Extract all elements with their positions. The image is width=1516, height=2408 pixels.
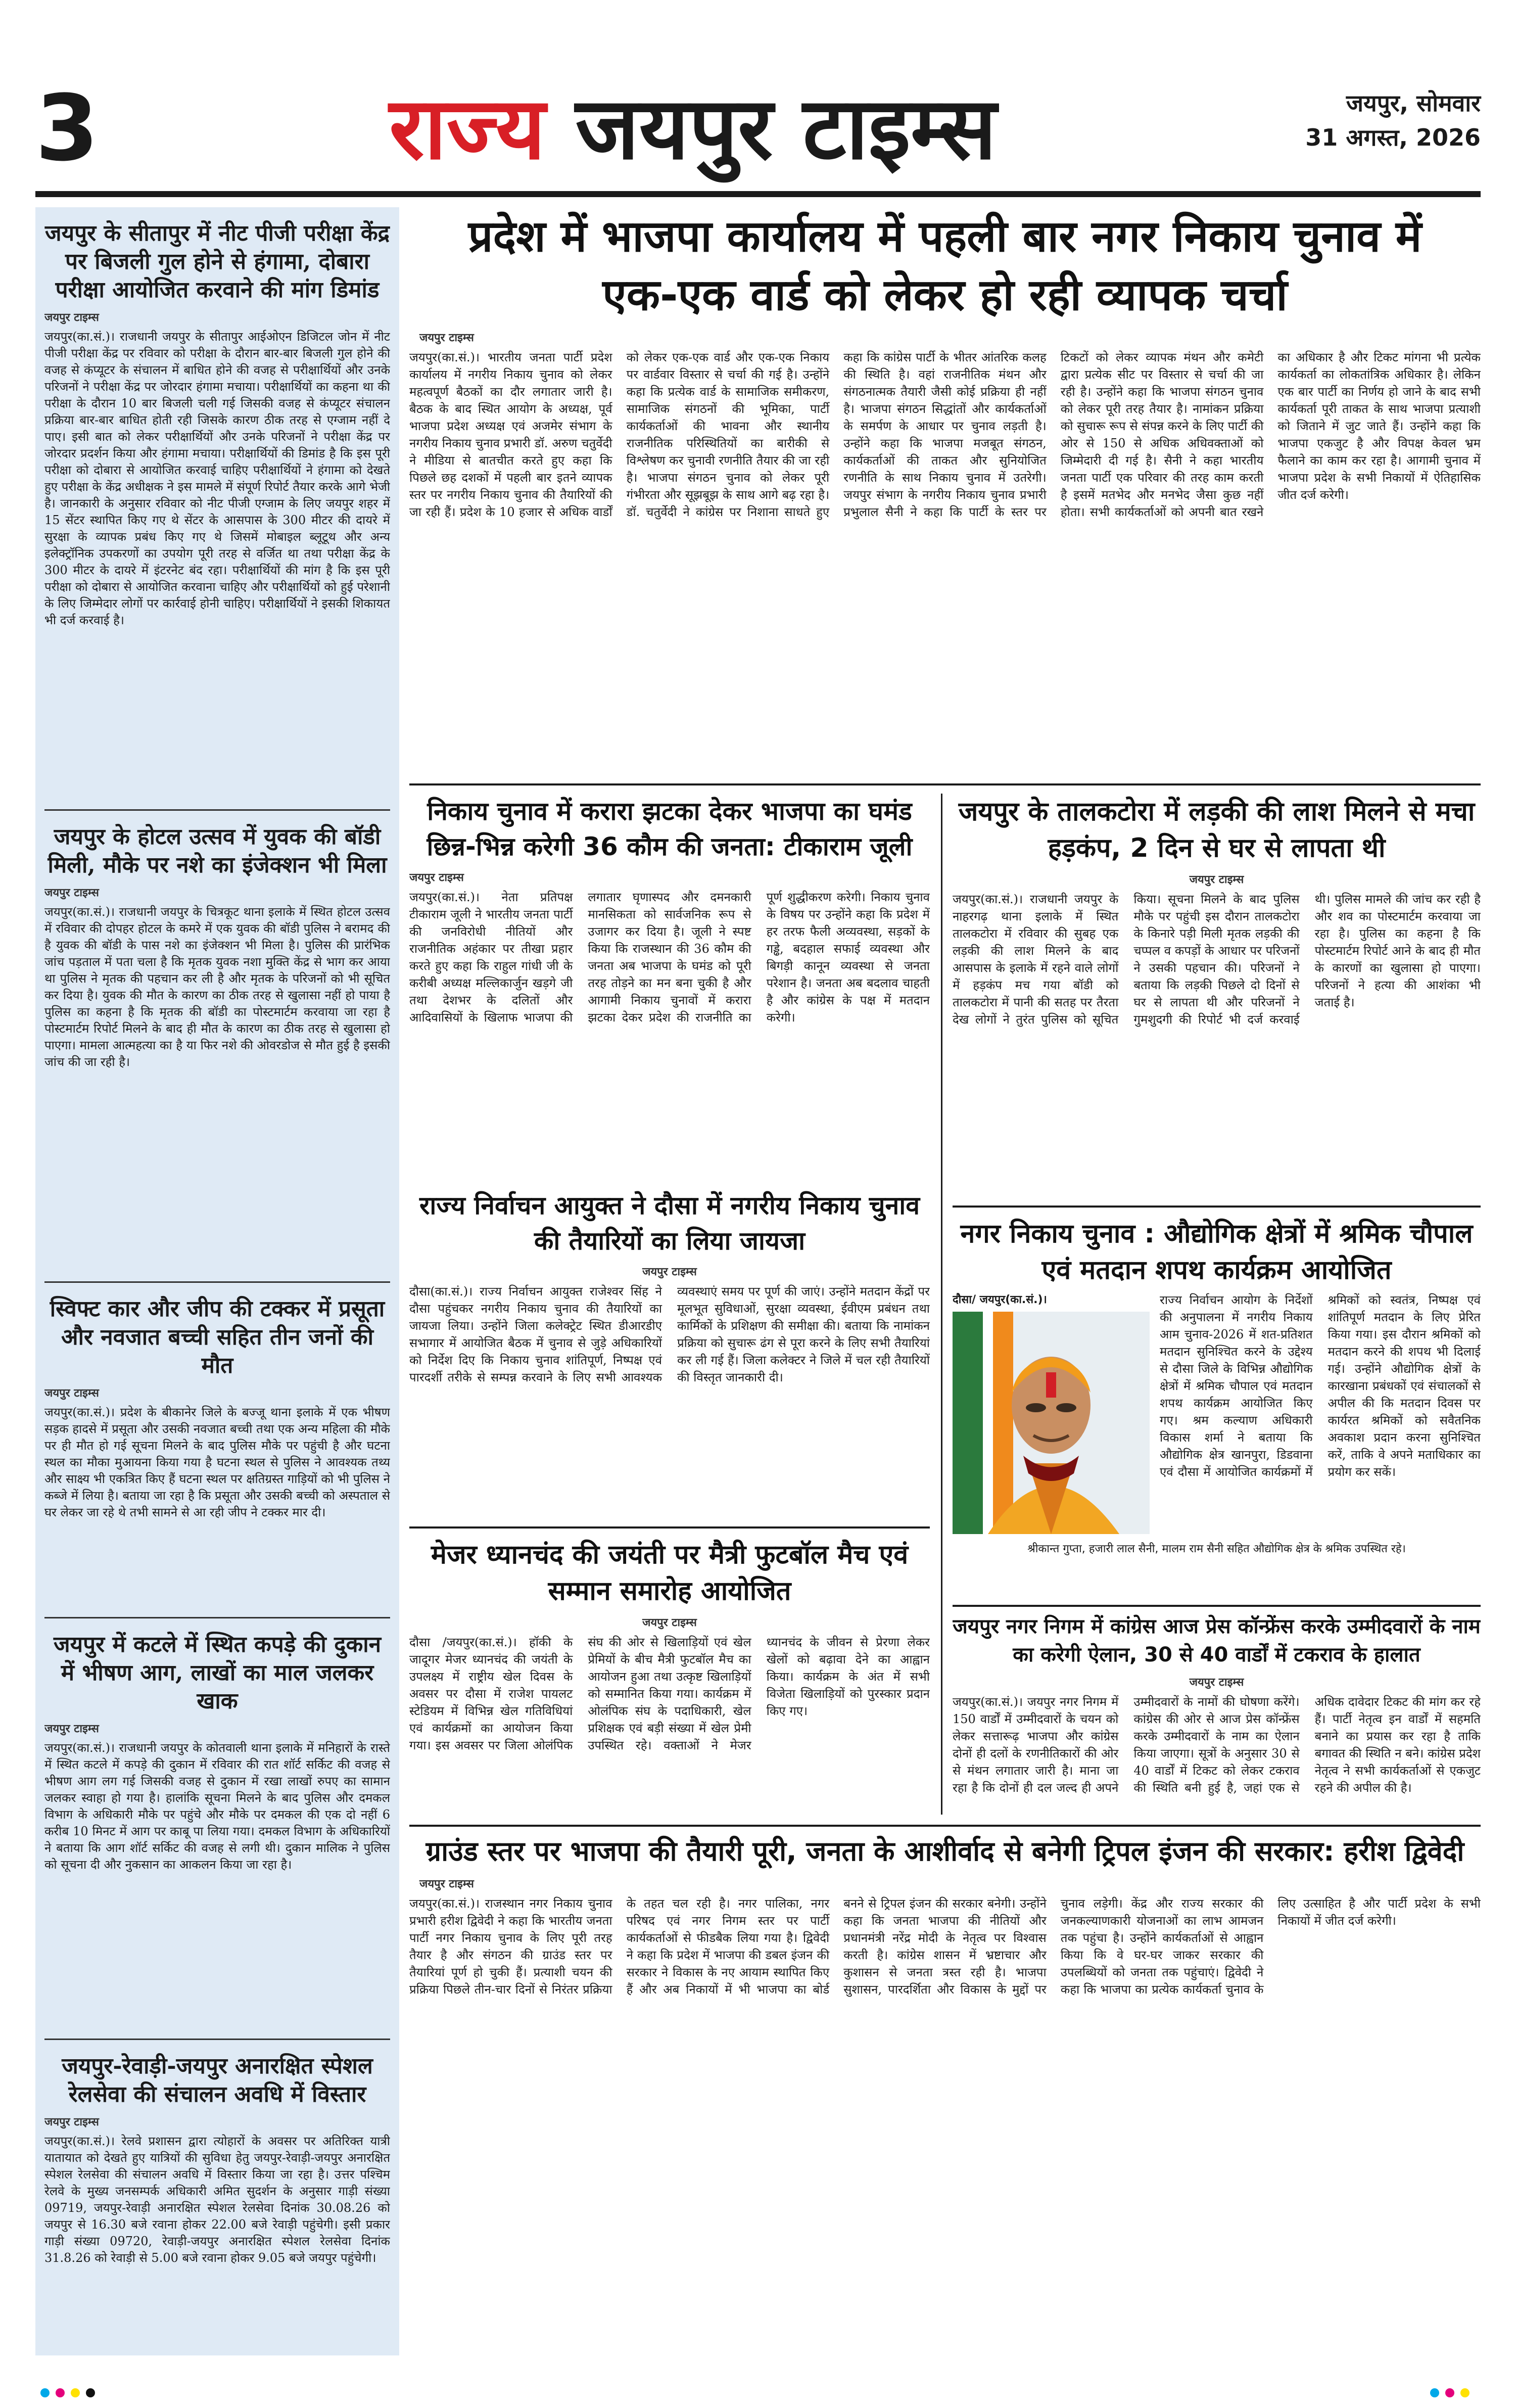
- page-number: 3: [35, 76, 99, 181]
- left-story-body: जयपुर(का.सं.)। प्रदेश के बीकानेर जिले के बज्जू थाना इलाके में एक भीषण सड़क हादसे में प्रसूता और उसकी नवजात बच्ची तथा एक अन्य महिला की मौके पर ही मौत हो गई सूचना मिलने के बाद पुलिस मौके पर पहुंची है और घटना स्थल का मौका मुआयना किया गया है घटना स्थल से पुलिस ने आवश्यक तथ्य और साक्ष्य भी एकत्रित किए हैं घटना स्थल पर क्षतिग्रस्त गाड़ियों को भी पुलिस ने कब्जे में लिया है। बताया जा रहा है कि प्रसूता और उसकी बच्ची को अस्पताल से घर लेकर जा रहे थे तभी सामने से आ रही जीप ने टक्कर मार दी।: [44, 1405, 390, 1519]
- left-story-body: जयपुर(का.सं.)। राजधानी जयपुर के सीतापुर आईओएन डिजिटल जोन में नीट पीजी परीक्षा केंद्र पर रविवार को परीक्षा के दौरान बार-बार बिजली गुल होने की वजह से कंप्यूटर के संचालन में बाधित होने की वजह से परीक्षार्थियों और उनके परिजनों ने परीक्षा केंद्र पर जोरदार हंगामा मचाया। परीक्षार्थियों का कहना था की परीक्षा के दौरान 10 बार बिजली चली गई जिसकी वजह से कंप्यूटर संचालन प्रक्रिया बार-बार बाधित होती रही जिसके कारण ठीक तरह से एग्जाम नहीं दे पाए। इसी बात को लेकर परीक्षार्थियों और उनके परिजनों ने परीक्षा केंद्र पर जोरदार प्रदर्शन किया और हंगामा मचाया। परीक्षार्थियों की डिमांड है कि इस पूरी परीक्षा को दोबारा से आयोजित करवाई चाहिए परीक्षार्थियों ने हंगामा को देखते हुए परीक्षा के केंद्र अधीक्षक ने इस मामले में संपूर्ण रिपोर्ट तैयार करके आगे भेजी है। जानकारी के अनुसार रविवार को नीट पीजी एग्जाम के लिए जयपुर शहर में 15 सेंटर स्थापित किए गए थे सेंटर के आसपास के 300 मीटर की दायरे में सुरक्षा के व्यापक प्रबंध किए गए थे जिसमें मोबाइल ब्लूटूथ और अन्य इलेक्ट्रॉनिक उपकरणों का उपयोग पूरी तरह से वर्जित था तथा परीक्षा केंद्र के 300 मीटर के दायरे में इंटरनेट बंद रहा। परीक्षार्थियों की मांग है कि इस पूरी परीक्षा को दोबारा से आयोजित करवाना चाहिए और परीक्षार्थियों को हुई परेशानी के लिए जिम्मेदार लोगों पर कार्रवाई होनी चाहिए। परीक्षार्थियों ने इसकी शिकायत भी दर्ज करवाई है।: [44, 330, 390, 627]
- story-ground-bjp: [409, 1832, 1481, 2348]
- logo-black-words: जयपुर टाइम्स: [575, 79, 997, 179]
- registration-mark: [40, 2388, 50, 2397]
- story-congress-jaipur: [953, 1612, 1481, 1820]
- column-divider: [941, 794, 942, 1815]
- story-byline: जयपुर टाइम्स: [1189, 873, 1244, 886]
- story-headline: ग्राउंड स्तर पर भाजपा की तैयारी पूरी, जनता के आशीर्वाद से बनेगी ट्रिपल इंजन की सरकार: हरीश द्विवेदी: [425, 1835, 1464, 1867]
- story-election-commissioner: [409, 1188, 930, 1532]
- story-headline: नगर निकाय चुनाव : औद्योगिक क्षेत्रों में श्रमिक चौपाल एवं मतदान शपथ कार्यक्रम आयोजित: [960, 1219, 1473, 1285]
- story-byline: जयपुर टाइम्स: [642, 1266, 697, 1278]
- portrait-illustration: [953, 1312, 1150, 1534]
- story-dhyanchand: [409, 1537, 930, 1820]
- story-body: जयपुर(का.सं.)। नेता प्रतिपक्ष टीकाराम जूली ने भारतीय जनता पार्टी की जनविरोधी नीतियों और राजनीतिक अहंकार पर तीखा प्रहार करते हुए कहा कि राहुल गांधी जी के करीबी अध्यक्ष मल्लिकार्जुन खड़गे जी तथा देशभर के दलितों और आदिवासियों के खिलाफ भाजपा की लगातार घृणास्पद और दमनकारी मानसिकता को सार्वजनिक रूप से उजागर कर दिया है। जूली ने स्पष्ट किया कि राजस्थान की 36 कौम की जनता अब भाजपा के घमंड को पूरी तरह तोड़ने का मन बना चुकी है और आगामी निकाय चुनावों में करारा झटका देकर प्रदेश की राजनीति का पूर्ण शुद्धीकरण करेगी। निकाय चुनाव के विषय पर उन्होंने कहा कि प्रदेश में हर तरफ फैली अव्यवस्था, सड़कों के गड्ढे, बदहाल सफाई व्यवस्था और बिगड़ी कानून व्यवस्था से जनता परेशान है। जनता अब बदलाव चाहती है और कांग्रेस के पक्ष में मतदान करेगी।: [409, 890, 930, 1025]
- section-divider: [409, 1825, 1481, 1827]
- left-story-body: जयपुर(का.सं.)। रेलवे प्रशासन द्वारा त्योहारों के अवसर पर अतिरिक्त यात्री यातायात को देखते हुए यात्रियों की सुविधा हेतु जयपुर-रेवाड़ी-जयपुर अनारक्षित स्पेशल रेलसेवा की संचालन अवधि में विस्तार किया जा रहा है। उत्तर पश्चिम रेलवे के मुख्य जनसम्पर्क अधिकारी अमित सुदर्शन के अनुसार गाड़ी संख्या 09719, जयपुर-रेवाड़ी अनारक्षित स्पेशल रेलसेवा दिनांक 30.08.26 को जयपुर से 16.30 बजे रवाना होकर 22.00 बजे रेवाड़ी पहुंचेगी। इसी प्रकार गाड़ी संख्या 09720, रेवाड़ी-जयपुर अनारक्षित स्पेशल रेलसेवा दिनांक 31.8.26 को रेवाड़ी से 5.00 बजे रवाना होकर 9.05 बजे जयपुर पहुंचेगी।: [44, 2134, 390, 2265]
- city-day: जयपुर, सोमवार: [1346, 89, 1481, 117]
- photo-caption: श्रीकान्त गुप्ता, हजारी लाल सैनी, मालम राम सैनी सहित औद्योगिक क्षेत्र के श्रमिक उपस्थित रहे।: [1027, 1543, 1406, 1555]
- lead-headline: प्रदेश में भाजपा कार्यालय में पहली बार नगर निकाय चुनाव में एक-एक वार्ड को लेकर हो रही व्यापक चर्चा: [468, 211, 1422, 320]
- registration-mark: [1445, 2388, 1454, 2397]
- story-byline: जयपुर टाइम्स: [642, 1616, 697, 1629]
- story-tikaram-jully: [409, 794, 930, 1178]
- story-body: दौसा /जयपुर(का.सं.)। हॉकी के जादूगर मेजर ध्यानचंद की जयंती के उपलक्ष्य में राष्ट्रीय खेल दिवस के अवसर पर दौसा में राजेश पायलट स्टेडियम में विभिन्न खेल गतिविधियां एवं कार्यक्रमों का आयोजन किया गया। इस अवसर पर जिला ओलंपिक संघ की ओर से खिलाड़ियों एवं खेल प्रेमियों के बीच मैत्री फुटबॉल मैच का आयोजन हुआ तथा उत्कृष्ट खिलाड़ियों को सम्मानित किया गया। कार्यक्रम में ओलंपिक संघ के पदाधिकारी, खेल प्रशिक्षक एवं बड़ी संख्या में खेल प्रेमी उपस्थित रहे। वक्ताओं ने मेजर ध्यानचंद के जीवन से प्रेरणा लेकर खेलों को बढ़ावा देने का आह्वान किया। कार्यक्रम के अंत में सभी विजेता खिलाड़ियों को पुरस्कार प्रदान किए गए।: [409, 1635, 930, 1752]
- story-shramik-chaupal: [953, 1216, 1481, 1600]
- left-story-byline: जयपुर टाइम्स: [44, 2116, 99, 2128]
- story-headline: राज्य निर्वाचन आयुक्त ने दौसा में नगरीय निकाय चुनाव की तैयारियों का लिया जायजा: [419, 1191, 920, 1256]
- left-story-hotel: [44, 818, 390, 1283]
- left-story-byline: जयपुर टाइम्स: [44, 887, 99, 899]
- section-divider: [953, 1605, 1481, 1607]
- story-body: जयपुर(का.सं.)। जयपुर नगर निगम में 150 वार्डों में उम्मीदवारों के चयन को लेकर सत्तारूढ़ भाजपा और कांग्रेस दोनों ही दलों के रणनीतिकारों की ओर से मंथन लगातार जारी है। माना जा रहा है कि दोनों ही दल जल्द ही अपने उम्मीदवारों के नामों की घोषणा करेंगे। कांग्रेस की ओर से आज प्रेस कॉन्फ्रेंस करके उम्मीदवारों के नाम का ऐलान किया जाएगा। सूत्रों के अनुसार 30 से 40 वार्डों में टिकट को लेकर टकराव की स्थिति बनी हुई है, जहां एक से अधिक दावेदार टिकट की मांग कर रहे हैं। पार्टी नेतृत्व इन वार्डों में सहमति बनाने का प्रयास कर रहा है ताकि बगावत की स्थिति न बने। कांग्रेस प्रदेश नेतृत्व ने सभी कार्यकर्ताओं से एकजुट रहने की अपील की है।: [953, 1695, 1481, 1795]
- registration-mark: [86, 2388, 95, 2397]
- lead-story: [409, 207, 1481, 778]
- registration-mark: [56, 2388, 65, 2397]
- story-byline: जयपुर टाइम्स: [1189, 1676, 1244, 1689]
- issue-date: 31 अगस्त, 2026: [1305, 124, 1481, 151]
- story-headline: निकाय चुनाव में करारा झटका देकर भाजपा का घमंड छिन्न-भिन्न करेगी 36 कौम की जनता: टीकाराम जूली: [427, 797, 913, 861]
- logo-red-word: राज्य: [389, 79, 546, 179]
- dateline: [1305, 86, 1481, 155]
- story-body: जयपुर(का.सं.)। राजस्थान नगर निकाय चुनाव प्रभारी हरीश द्विवेदी ने कहा कि भारतीय जनता पार्टी नगर निकाय चुनाव के लिए पूरी तरह तैयार है और संगठन की ग्राउंड स्तर पर तैयारियां पूर्ण हो चुकी हैं। प्रत्याशी चयन की प्रक्रिया पिछले तीन-चार दिनों से निरंतर प्रक्रिया के तहत चल रही है। नगर पालिका, नगर परिषद एवं नगर निगम स्तर पर पार्टी कार्यकर्ताओं से फीडबैक लिया गया है। द्विवेदी ने कहा कि प्रदेश में भाजपा की डबल इंजन की सरकार ने विकास के नए आयाम स्थापित किए हैं और अब निकायों में भी भाजपा का बोर्ड बनने से ट्रिपल इंजन की सरकार बनेगी। उन्होंने कहा कि जनता भाजपा की नीतियों और प्रधानमंत्री नरेंद्र मोदी के नेतृत्व पर विश्वास करती है। कांग्रेस शासन में भ्रष्टाचार और कुशासन से जनता त्रस्त रही है। भाजपा सुशासन, पारदर्शिता और विकास के मुद्दों पर चुनाव लड़ेगी। केंद्र और राज्य सरकार की जनकल्याणकारी योजनाओं का लाभ आमजन तक पहुंचा है। उन्होंने कार्यकर्ताओं से आह्वान किया कि वे घर-घर जाकर सरकार की उपलब्धियों को जनता तक पहुंचाएं। द्विवेदी ने कहा कि भाजपा का प्रत्येक कार्यकर्ता चुनाव के लिए उत्साहित है और पार्टी प्रदेश के सभी निकायों में जीत दर्ज करेगी।: [409, 1896, 1481, 1997]
- section-divider: [409, 783, 1481, 785]
- left-story-byline: जयपुर टाइम्स: [44, 1387, 99, 1400]
- left-story-headline: स्विफ्ट कार और जीप की टक्कर में प्रसूता और नवजात बच्ची सहित तीन जनों की मौत: [50, 1296, 385, 1378]
- section-divider: [953, 1206, 1481, 1208]
- byline-agency: जयपुर(का.सं.)।: [979, 1293, 1047, 1306]
- story-headline: जयपुर के तालकटोरा में लड़की की लाश मिलने से मचा हड़कंप, 2 दिन से घर से लापता थी: [958, 797, 1475, 863]
- main-news-area: [409, 207, 1481, 2355]
- left-story-rail: [44, 2047, 390, 2330]
- lead-body: जयपुर(का.सं.)। भारतीय जनता पार्टी प्रदेश कार्यालय में नगरीय निकाय चुनाव को लेकर महत्वपूर्ण बैठकों का दौर लगातार जारी है। बैठक के बाद स्थित आयोग के अध्यक्ष, पूर्व भाजपा प्रदेश अध्यक्ष एवं अजमेर संभाग के नगरीय निकाय चुनाव प्रभारी डॉ. अरुण चतुर्वेदी ने मीडिया से बातचीत करते हुए कहा कि पिछले छह दशकों में पहली बार इतने व्यापक स्तर पर नगरीय निकाय चुनाव की तैयारियों की जा रही हैं। प्रदेश के 10 हजार से अधिक वार्डों को लेकर एक-एक वार्ड और एक-एक निकाय पर वार्डवार विस्तार से चर्चा की गई है। उन्होंने कहा कि प्रत्येक वार्ड के सामाजिक समीकरण, सामाजिक संगठनों की भूमिका, पार्टी कार्यकर्ताओं की भावना और स्थानीय राजनीतिक परिस्थितियों का बारीकी से विश्लेषण कर चुनावी रणनीति तैयार की जा रही है। भाजपा संगठन चुनाव को लेकर पूरी गंभीरता और सूझबूझ के साथ आगे बढ़ रहा है। डॉ. चतुर्वेदी ने कांग्रेस पर निशाना साधते हुए कहा कि कांग्रेस पार्टी के भीतर आंतरिक कलह की स्थिति है। वहां राजनीतिक मंथन और संगठनात्मक तैयारी जैसी कोई प्रक्रिया ही नहीं है। भाजपा संगठन सिद्धांतों और कार्यकर्ताओं के समर्पण के आधार पर चुनाव लड़ती है। उन्होंने कहा कि भाजपा मजबूत संगठन, कार्यकर्ताओं की ताकत और सुनियोजित रणनीति के साथ निकाय चुनाव में उतरेगी। जयपुर संभाग के नगरीय निकाय चुनाव प्रभारी प्रभुलाल सैनी ने कहा कि पार्टी के स्तर पर टिकटों को लेकर व्यापक मंथन और कमेटी द्वारा प्रत्येक सीट पर विस्तार से चर्चा की जा रही है। उन्होंने कहा कि भाजपा संगठन चुनाव को लेकर पूरी तरह तैयार है। नामांकन प्रक्रिया को सुचारू रूप से संपन्न करने के लिए पार्टी की ओर से 150 से अधिक अधिवक्ताओं को जिम्मेदारी दी गई है। सैनी ने कहा भारतीय जनता पार्टी एक परिवार की तरह काम करती है इसमें मतभेद और मनभेद जैसा कुछ नहीं होता। सभी कार्यकर्ताओं को अपनी बात रखने का अधिकार है और टिकट मांगना भी प्रत्येक कार्यकर्ता का लोकतांत्रिक अधिकार है। लेकिन एक बार पार्टी का निर्णय हो जाने के बाद सभी कार्यकर्ता पूरी ताकत के साथ भाजपा प्रत्याशी को जिताने में जुट जाते हैं। उन्होंने कहा कि भाजपा एकजुट है और विपक्ष केवल भ्रम फैलाने का काम कर रहा है। आगामी चुनाव में भाजपा प्रदेश के सभी निकायों में ऐतिहासिक जीत दर्ज करेगी।: [409, 350, 1481, 519]
- left-story-body: जयपुर(का.सं.)। राजधानी जयपुर के कोतवाली थाना इलाके में मनिहारों के रास्ते में स्थित कटले में कपड़े की दुकान में रविवार की रात शॉर्ट सर्किट की वजह से भीषण आग लग गई जिसकी वजह से दुकान में रखा लाखों रुपए का सामान जलकर स्वाहा हो गया है। हालांकि सूचना मिलने के बाद पुलिस और दमकल विभाग के अधिकारी मौके पर पहुंचे और मौके पर दमकल की एक दो नहीं 6 करीब 10 मिनट में आग पर काबू पा लिया गया। दमकल विभाग के अधिकारियों ने बताया कि आग शॉर्ट सर्किट की वजह से लगी थी। दुकान मालिक ने पुलिस को सूचना दी और नुकसान का आकलन किया जा रहा है।: [44, 1741, 390, 1872]
- story-talkatora: [953, 794, 1481, 1198]
- left-story-accident: [44, 1290, 390, 1618]
- registration-mark: [1430, 2388, 1439, 2397]
- left-story-headline: जयपुर में कटले में स्थित कपड़े की दुकान में भीषण आग, लाखों का माल जलकर खाक: [53, 1632, 382, 1714]
- newspaper-logo: [389, 71, 997, 187]
- story-body: राज्य निर्वाचन आयोग के निर्देशों की अनुपालना में नगरीय निकाय आम चुनाव-2026 में शत-प्रतिशत मतदान सुनिश्चित करने के उद्देश्य से दौसा जिले के विभिन्न औद्योगिक क्षेत्रों में श्रमिक चौपाल एवं मतदान शपथ कार्यक्रम आयोजित किए गए। श्रम कल्याण अधिकारी विकास शर्मा ने बताया कि औद्योगिक क्षेत्र खानपुरा, डिडवाना एवं दौसा में आयोजित कार्यक्रमों में श्रमिकों को स्वतंत्र, निष्पक्ष एवं शांतिपूर्ण मतदान के लिए प्रेरित किया गया। इस दौरान श्रमिकों को मतदान करने की शपथ भी दिलाई गई। उन्होंने औद्योगिक क्षेत्रों के कारखाना प्रबंधकों एवं संचालकों से अपील की कि मतदान दिवस पर कार्यरत श्रमिकों को सवैतनिक अवकाश प्रदान करना सुनिश्चित करें, ताकि वे अपने मताधिकार का प्रयोग कर सकें।: [1160, 1293, 1481, 1479]
- story-headline: जयपुर नगर निगम में कांग्रेस आज प्रेस कॉन्फ्रेंस करके उम्मीदवारों के नाम का करेगी ऐलान, 30 से 40 वार्डों में टकराव के हालात: [953, 1615, 1481, 1666]
- lead-byline: जयपुर टाइम्स: [419, 332, 474, 344]
- left-story-headline: जयपुर-रेवाड़ी-जयपुर अनारक्षित स्पेशल रेलसेवा की संचालन अवधि में विस्तार: [62, 2053, 373, 2107]
- left-story-neet: [44, 214, 390, 811]
- byline-place: दौसा/: [953, 1293, 976, 1306]
- left-news-column: [35, 207, 399, 2355]
- left-story-headline: जयपुर के सीतापुर में नीट पीजी परीक्षा केंद्र पर बिजली गुल होने से हंगामा, दोबारा परीक्षा आयोजित करवाने की मांग डिमांड: [45, 220, 390, 303]
- section-divider: [409, 1526, 930, 1529]
- registration-mark: [71, 2388, 80, 2397]
- left-story-byline: जयपुर टाइम्स: [44, 311, 99, 324]
- left-story-body: जयपुर(का.सं.)। राजधानी जयपुर के चित्रकूट थाना इलाके में स्थित होटल उत्सव में रविवार की दोपहर होटल के कमरे में एक युवक की बॉडी पुलिस ने बरामद की है युवक की बॉडी के पास नशे का इंजेक्शन भी मिला है। पुलिस की प्रारंभिक जांच पड़ताल में पता चला है कि मृतक युवक नशा मुक्ति केंद्र से भाग कर आया था पुलिस ने मृतक की पहचान कर ली है और मृतक के परिजनों को भी सूचित कर दिया है। युवक की मौत के कारण का ठीक तरह से खुलासा नहीं हो पाया है पुलिस का कहना है कि मृतक की बॉडी का पोस्टमार्टम करवाया जा रहा है पोस्टमार्टम रिपोर्ट मिलने के बाद ही मौत के कारण का ठीक तरह से खुलासा हो पाएगा। मामला आत्महत्या का है या फिर नशे की ओवरडोज से मौत हुई है इसकी जांच की जा रही है।: [44, 905, 390, 1069]
- story-byline: जयपुर टाइम्स: [419, 1878, 474, 1890]
- masthead: [35, 71, 1481, 197]
- registration-mark: [1460, 2388, 1470, 2397]
- person-photo: [953, 1312, 1150, 1534]
- left-story-fire: [44, 1626, 390, 2040]
- story-byline: जयपुर टाइम्स: [409, 871, 464, 884]
- story-body: जयपुर(का.सं.)। राजधानी जयपुर के नाहरगढ़ थाना इलाके में स्थित तालकटोरा में रविवार की सुबह एक लड़की की लाश मिलने के बाद आसपास के इलाके में रहने वाले लोगों में हड़कंप मच गया बॉडी को तालकटोरा में पानी की सतह पर तैरता देख लोगों ने तुरंत पुलिस को सूचित किया। सूचना मिलने के बाद पुलिस मौके पर पहुंची इस दौरान तालकटोरा के किनारे पड़ी मिली मृतक लड़की की चप्पल व कपड़ों के आधार पर परिजनों ने उसकी पहचान की। परिजनों ने बताया कि लड़की पिछले दो दिनों से घर से लापता थी और परिजनों ने गुमशुदगी की रिपोर्ट भी दर्ज करवाई थी। पुलिस मामले की जांच कर रही है और शव का पोस्टमार्टम करवाया जा रहा है। पुलिस का कहना है कि पोस्टमार्टम रिपोर्ट आने के बाद ही मौत के कारणों का खुलासा हो पाएगा। परिजनों ने हत्या की आशंका भी जताई है।: [953, 892, 1481, 1027]
- story-headline: मेजर ध्यानचंद की जयंती पर मैत्री फुटबॉल मैच एवं सम्मान समारोह आयोजित: [431, 1540, 909, 1606]
- left-story-byline: जयपुर टाइम्स: [44, 1723, 99, 1735]
- shramik-photo-block: [953, 1291, 1481, 1600]
- left-story-headline: जयपुर के होटल उत्सव में युवक की बॉडी मिली, मौके पर नशे का इंजेक्शन भी मिला: [48, 824, 387, 878]
- photo-byline: [953, 1291, 1150, 1307]
- story-body: दौसा(का.सं.)। राज्य निर्वाचन आयुक्त राजेश्वर सिंह ने दौसा पहुंचकर नगरीय निकाय चुनाव की तैयारियों का जायजा लिया। उन्होंने जिला कलेक्ट्रेट स्थित डीआरडीए सभागार में आयोजित बैठक में चुनाव से जुड़े अधिकारियों को निर्देश दिए कि निकाय चुनाव शांतिपूर्ण, निष्पक्ष एवं पारदर्शी तरीके से सम्पन्न करवाने के लिए सभी आवश्यक व्यवस्थाएं समय पर पूर्ण की जाएं। उन्होंने मतदान केंद्रों पर मूलभूत सुविधाओं, सुरक्षा व्यवस्था, ईवीएम प्रबंधन तथा कार्मिकों के प्रशिक्षण की समीक्षा की। बताया कि नामांकन प्रक्रिया को सुचारू ढंग से पूरा करने के लिए सभी तैयारियां कर ली गई हैं। जिला कलेक्टर ने जिले में चल रही तैयारियों की विस्तृत जानकारी दी।: [409, 1284, 930, 1384]
